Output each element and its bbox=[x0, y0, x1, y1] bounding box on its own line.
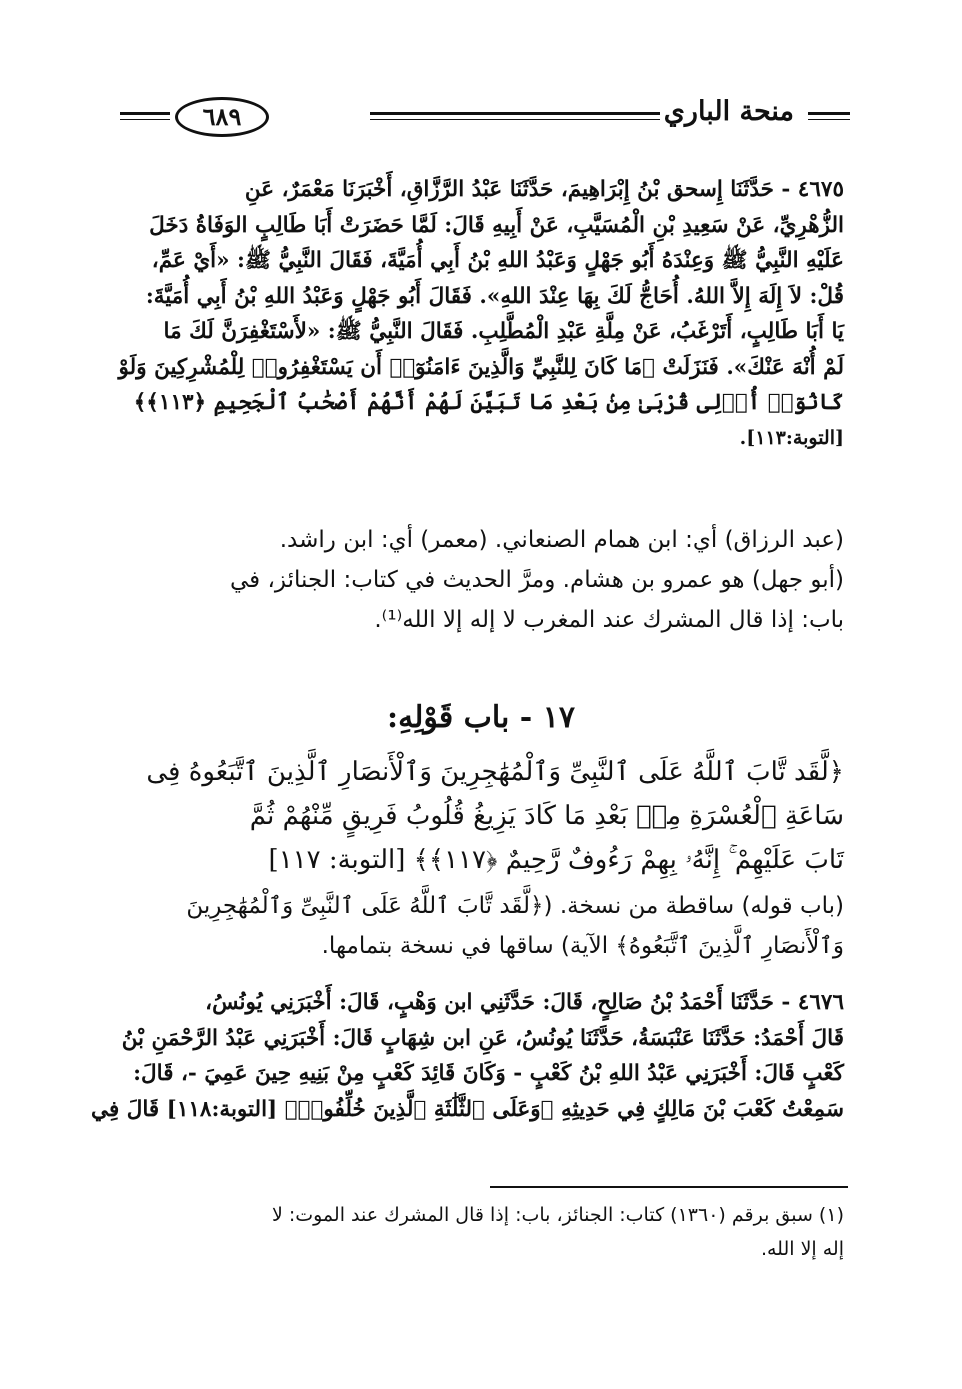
footnote bbox=[122, 1198, 844, 1266]
chapter-heading: ١٧ - باب قَوْلِهِ: bbox=[387, 700, 575, 735]
hadith-line: قَالَ أَحْمَدُ: حَدَّثَنَا عَنْبَسَةُ، حَدَّثَنَا يُونُسُ، عَنِ ابن شِهَابٍ قَالَ: أَخْبَرَنِي عَبْدُ الرَّحْمَنِ بْنُ bbox=[121, 1025, 844, 1051]
book-title: منحة الباري bbox=[663, 96, 794, 127]
hadith-line: يَا أَبَا طَالِبٍ، أَتَرْغَبُ، عَنْ مِلَّةِ عَبْدِ الْمُطَّلِبِ. فَقَالَ النَّبِيُّ ﷺ: «لأَسْتَغْفِرَنَّ لَكَ مَا bbox=[163, 319, 844, 344]
commentary-1 bbox=[122, 520, 844, 640]
hadith-line: لَمْ أُنْهَ عَنْكَ». فَنَزَلَتْ ﴿مَا كَانَ لِلنَّبِيِّ وَالَّذِينَ ءَامَنُوٓا۟ أَن يَسْتَغْفِرُوا۟ لِلْمُشْرِكِينَ وَلَوْ bbox=[118, 354, 844, 380]
footnote-line: (١) سبق برقم (١٣٦٠) كتاب: الجنائز، باب: إذا قال المشرك عند الموت: لا bbox=[271, 1204, 844, 1226]
commentary-line: باب: إذا قال المشرك عند المغرب لا إله إلا الله⁽¹⁾. bbox=[374, 607, 844, 633]
hadith-line: ٤٦٧٥ - حَدَّثَنَا إِسحق بْنُ إِبْرَاهِيمَ، حَدَّثَنَا عَبْدُ الرَّزَّاقِ، أَخْبَرَنَا مَعْمَرٌ، عَنِ bbox=[244, 177, 844, 202]
commentary-line: (عبد الرزاق) أي: ابن همام الصنعاني. (معمر) أي: ابن راشد. bbox=[279, 527, 844, 553]
header-rule-middle bbox=[370, 112, 660, 120]
page-number: ٦٨٩ bbox=[175, 97, 269, 137]
hadith-line: [التوبة:١١٣]. bbox=[739, 426, 844, 449]
verse-line: سَاعَةِ ٱلْعُسْرَةِ مِنۢ بَعْدِ مَا كَادَ يَزِيغُ قُلُوبُ فَرِيقٍ مِّنْهُمْ ثُمَّ bbox=[249, 801, 844, 831]
hadith-line: الزُّهْرِيِّ، عَنْ سَعِيدِ بْنِ الْمُسَيَّبِ، عَنْ أَبِيهِ قَالَ: لَمَّا حَضَرَتْ أَبَا طَالِبٍ الوَفَاةُ دَخَلَ bbox=[149, 212, 844, 238]
header-rule-right bbox=[808, 112, 850, 120]
commentary-2 bbox=[122, 886, 844, 966]
commentary-line: (أبو جهل) هو عمرو بن هشام. ومرَّ الحديث في كتاب: الجنائز، في bbox=[230, 567, 844, 593]
hadith-line: سَمِعْتُ كَعْبَ بْنَ مَالِكٍ فِي حَدِيثِهِ ﴿وَعَلَى ٱلثَّلَٰثَةِ ٱلَّذِينَ خُلِّفُوا۟﴾ [التوبة:١١٨] قَالَ فِي bbox=[91, 1096, 844, 1122]
hadith-4675 bbox=[118, 172, 844, 456]
verse-line: ﴿لَّقَد تَّابَ ٱللَّهُ عَلَى ٱلنَّبِىِّ وَٱلْمُهَٰجِرِينَ وَٱلْأَنصَارِ ٱلَّذِينَ ٱتَّبَعُوهُ فِى bbox=[146, 757, 844, 787]
hadith-line: كَانُوٓا۟ أُو۟لِى قُرْبَىٰ مِنۢ بَعْدِ مَا تَبَيَّنَ لَهُمْ أَنَّهُمْ أَصْحَٰبُ ٱلْجَحِيمِ ﴿١١٣﴾﴾ bbox=[133, 390, 844, 415]
quran-verse bbox=[122, 750, 844, 882]
footnote-line: إله إلا الله. bbox=[760, 1238, 844, 1260]
verse-line: تَابَ عَلَيْهِمْ ۚ إِنَّهُۥ بِهِمْ رَءُوفٌ رَّحِيمٌ ﴿١١٧﴾﴾ [التوبة: ١١٧] bbox=[268, 845, 844, 875]
footnote-separator bbox=[490, 1186, 848, 1188]
hadith-line: ٤٦٧٦ - حَدَّثَنَا أَحْمَدُ بْنُ صَالِحٍ، قَالَ: حَدَّثَنِي ابن وَهْبٍ، قَالَ: أَخْبَرَنِي يُونُسُ، bbox=[205, 990, 844, 1015]
commentary-line: (باب قوله) ساقطة من نسخة. (﴿لَّقَد تَّابَ ٱللَّهُ عَلَى ٱلنَّبِىِّ وَٱلْمُهَٰجِرِينَ bbox=[186, 893, 844, 919]
header-rule-left bbox=[120, 112, 170, 120]
hadith-4676 bbox=[91, 985, 844, 1127]
hadith-line: عَلَيْهِ النَّبِيُّ ﷺ وَعِنْدَهُ أَبُو جَهْلٍ وَعَبْدُ اللهِ بْنُ أَبِي أُمَيَّةَ، فَقَالَ النَّبِيُّ ﷺ: «أَيْ عَمِّ، bbox=[151, 248, 844, 273]
hadith-line: قُلْ: لاَ إِلَهَ إِلاَّ اللهُ. أُحَاجُّ لَكَ بِهَا عِنْدَ اللهِ». فَقَالَ أَبُو جَهْلٍ وَعَبْدُ اللهِ بْنُ أَبِي أُمَيَّةَ: bbox=[145, 283, 844, 309]
page-header bbox=[120, 92, 850, 142]
hadith-line: كَعْبٍ قَالَ: أَخْبَرَنِي عَبْدُ اللهِ بْنُ كَعْبٍ - وَكَانَ قَائِدَ كَعْبٍ مِنْ بَنِيهِ حِينَ عَمِيَ -، قَالَ: bbox=[133, 1061, 844, 1086]
commentary-line: وَٱلْأَنصَارِ ٱلَّذِينَ ٱتَّبَعُوهُ﴾ الآية) ساقها في نسخة بتمامها. bbox=[321, 933, 844, 959]
